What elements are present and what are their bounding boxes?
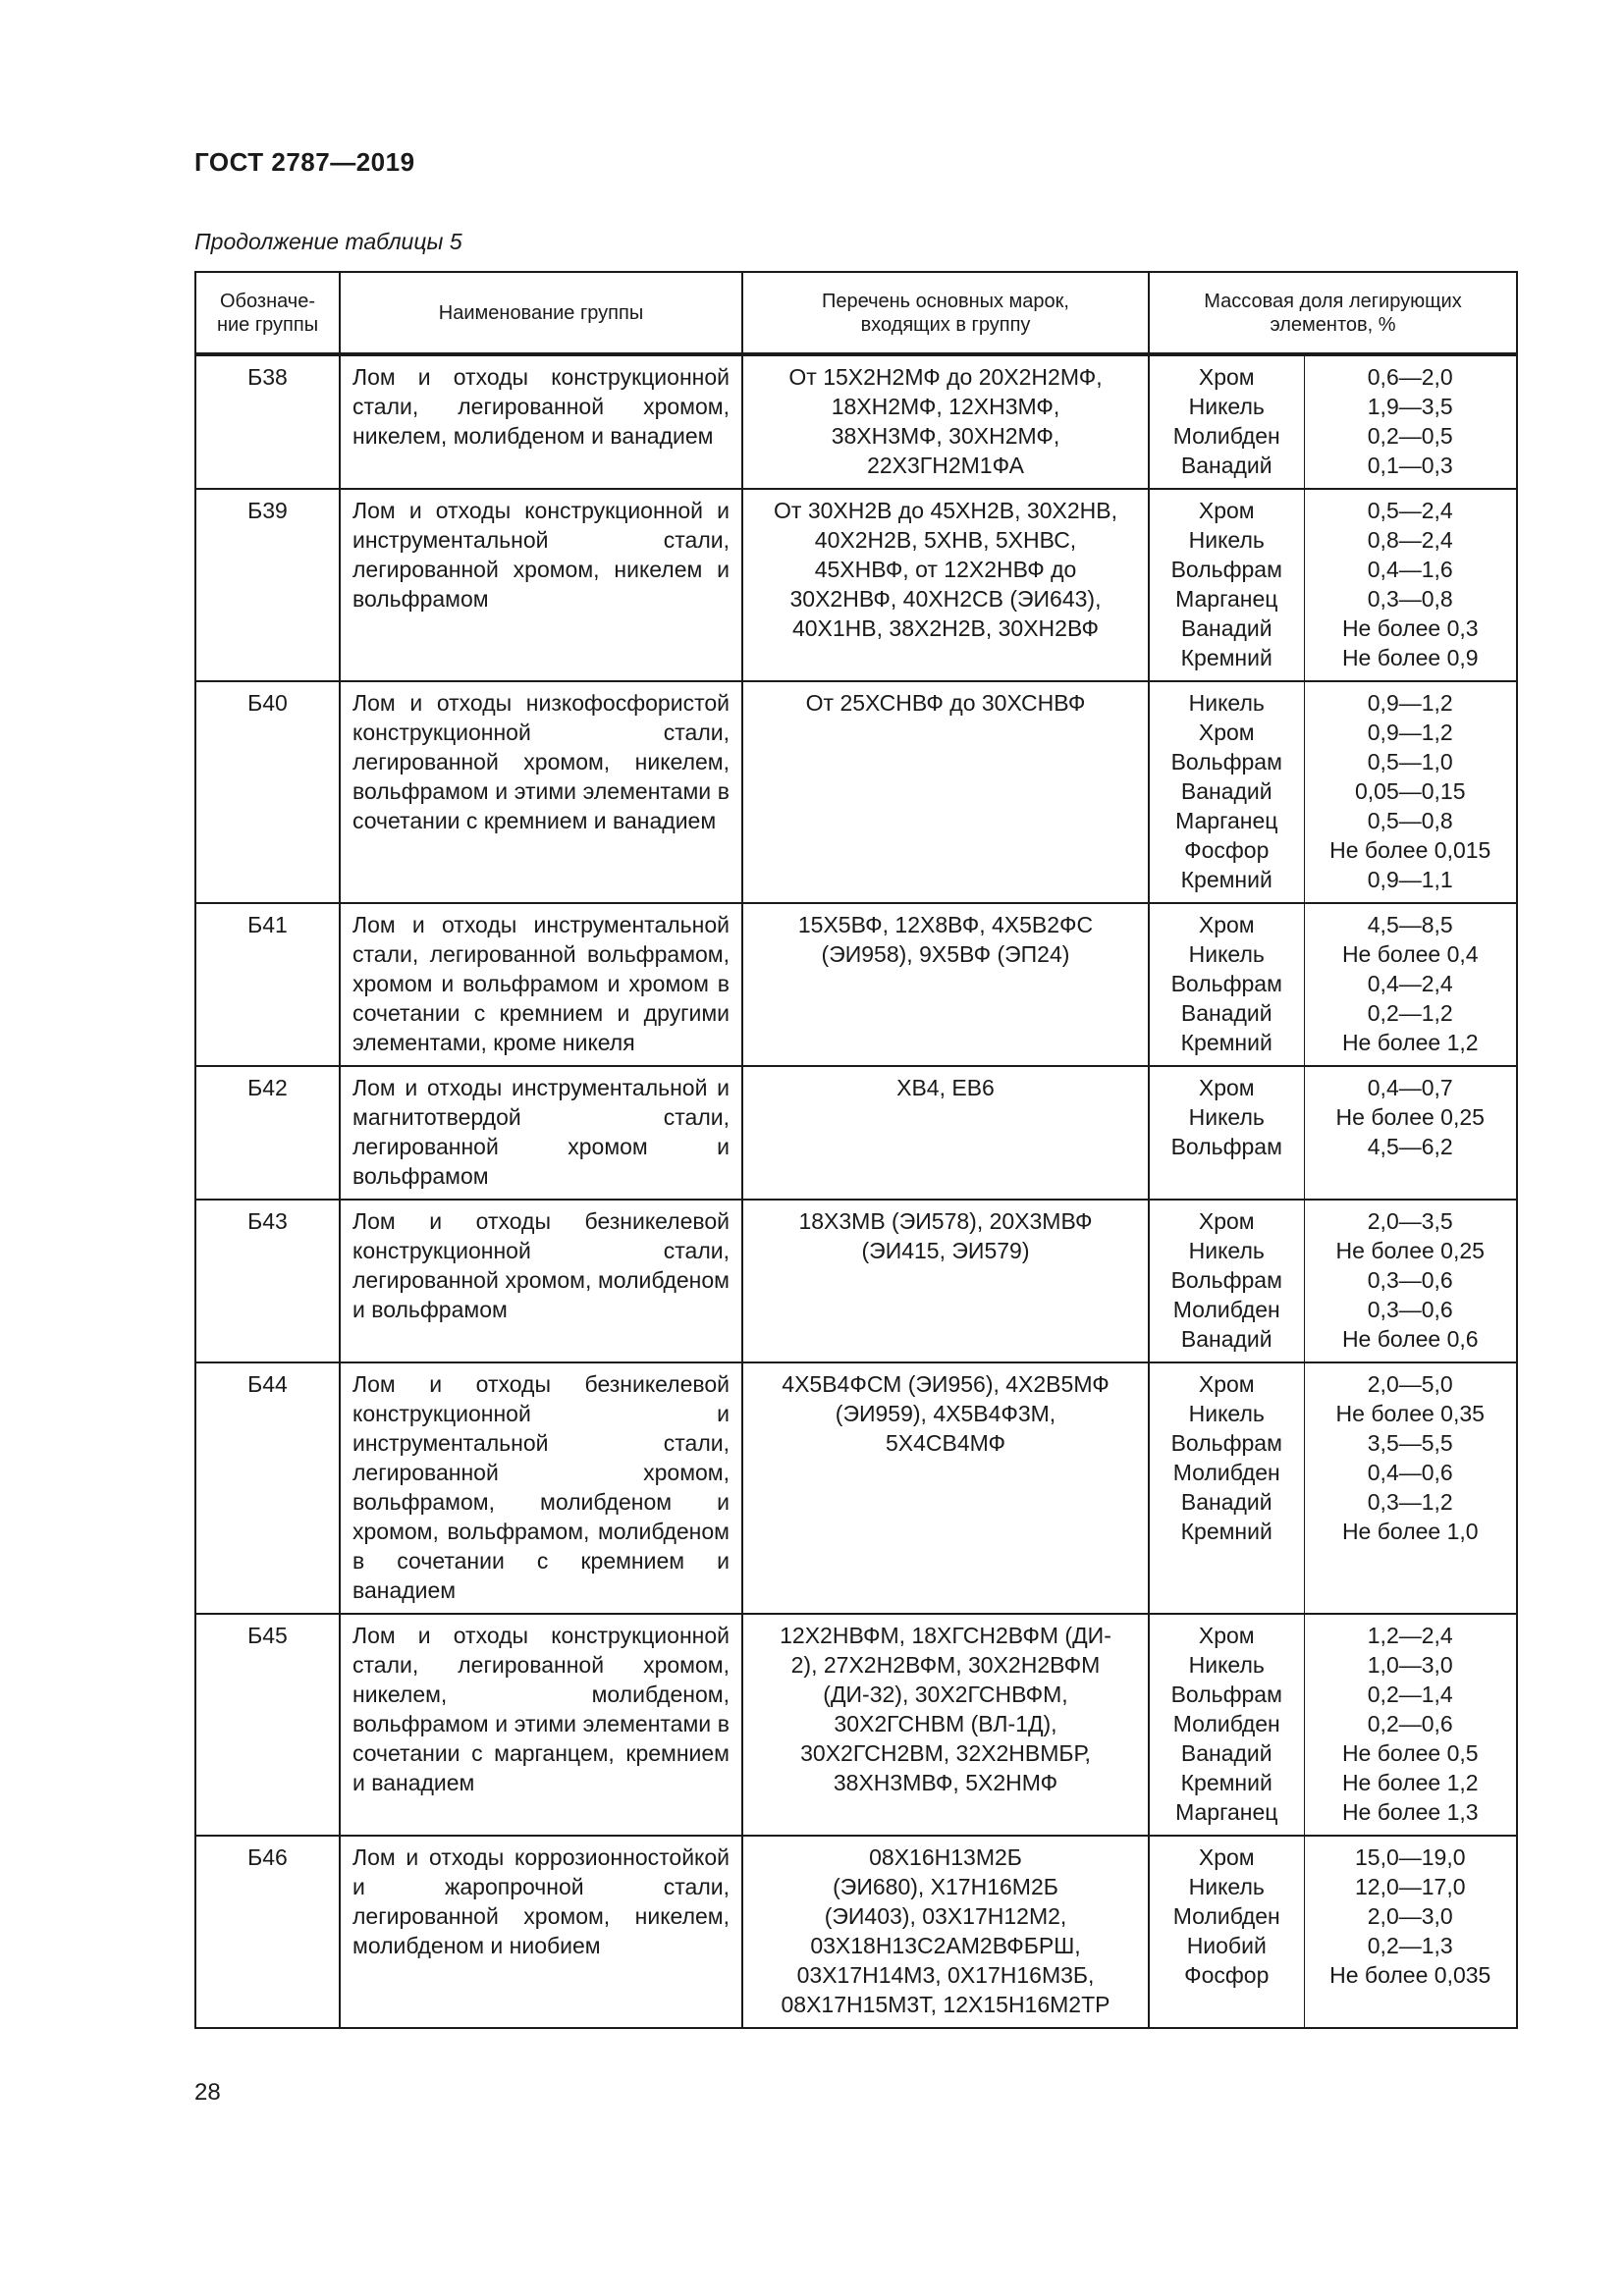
fraction-list-line: 12,0—17,0 — [1354, 1874, 1466, 1899]
fraction-list-line: 1,0—3,0 — [1367, 1652, 1453, 1678]
group-name: Лом и отходы конструкционной стали, легированной хромом, никелем, молибденом, вольфрамом и этими элементами в сочетании с марганцем, кремнием и ванадием — [340, 1614, 742, 1836]
element-list-line: Хром — [1198, 498, 1255, 523]
group-name: Лом и отходы конструкционной стали, легированной хромом, никелем, молибденом и ванадием — [340, 354, 742, 489]
fraction-list-line: 0,4—1,6 — [1367, 557, 1453, 582]
group-code: Б38 — [195, 354, 340, 489]
group-name: Лом и отходы конструкционной и инструментальной стали, легированной хромом, никелем и вольфрамом — [340, 489, 742, 681]
element-list-line: Марганец — [1175, 586, 1278, 612]
fraction-list-line: 0,9—1,1 — [1367, 867, 1453, 892]
fraction-list-line: 0,5—1,0 — [1367, 749, 1453, 774]
element-list-line: Молибден — [1172, 1297, 1280, 1322]
fraction-list-line: 0,2—1,4 — [1367, 1682, 1453, 1707]
grade-list — [742, 1362, 1149, 1614]
table-row — [195, 681, 1517, 903]
element-list-line: Ниобий — [1186, 1933, 1267, 1958]
element-list-line: Ванадий — [1180, 1489, 1272, 1515]
grade-list — [742, 1836, 1149, 2028]
element-list-line: Никель — [1188, 1401, 1265, 1426]
element-list-line: Фосфор — [1184, 1962, 1270, 1988]
fraction-list-line: 0,9—1,2 — [1367, 720, 1453, 745]
fraction-list-line: Не более 0,5 — [1341, 1740, 1479, 1766]
grade-list-line: 40Х2Н2В, 5ХНВ, 5ХНВС, — [814, 527, 1077, 553]
fraction-list — [1304, 1614, 1517, 1836]
grade-list-line: 38ХН3МФ, 30ХН2МФ, — [831, 423, 1060, 449]
fraction-list-line: 0,2—0,6 — [1367, 1711, 1453, 1736]
grade-list-line: 40Х1НВ, 38Х2Н2В, 30ХН2ВФ — [791, 615, 1100, 641]
group-code: Б41 — [195, 903, 340, 1066]
document-header: ГОСТ 2787—2019 — [194, 147, 415, 177]
element-list-line: Кремний — [1180, 1030, 1272, 1055]
element-list-line: Ванадий — [1180, 1326, 1272, 1352]
element-list-line: Кремний — [1180, 645, 1272, 670]
fraction-list-line: 0,4—0,7 — [1367, 1075, 1453, 1100]
element-list-line: Молибден — [1172, 1711, 1280, 1736]
fraction-list — [1304, 1200, 1517, 1362]
grade-list-line: 08Х16Н13М2Б — [869, 1844, 1022, 1870]
fraction-list-line: Не более 0,25 — [1335, 1238, 1485, 1263]
fraction-list-line: 0,9—1,2 — [1367, 690, 1453, 716]
fraction-list — [1304, 354, 1517, 489]
group-name: Лом и отходы инструментальной стали, легированной вольфрамом, хромом и вольфрамом и хромом в сочетании с кремнием и другими элементами, кроме никеля — [340, 903, 742, 1066]
fraction-list — [1304, 1362, 1517, 1614]
element-list-line: Никель — [1188, 690, 1265, 716]
element-list-line: Хром — [1198, 720, 1255, 745]
element-list — [1149, 1836, 1304, 2028]
fraction-list-line: 4,5—6,2 — [1367, 1134, 1453, 1159]
element-list-line: Хром — [1198, 1371, 1255, 1397]
fraction-list — [1304, 681, 1517, 903]
grade-list-line: 30Х2НВФ, 40ХН2СВ (ЭИ643), — [789, 586, 1102, 612]
fraction-list-line: 2,0—3,5 — [1367, 1208, 1453, 1234]
grade-list-line: 15Х5ВФ, 12Х8ВФ, 4Х5В2ФС — [797, 912, 1094, 937]
grade-list-line: (ЭИ958), 9Х5ВФ (ЭП24) — [821, 941, 1070, 967]
grade-list-line: 08Х17Н15М3Т, 12Х15Н16М2ТР — [781, 1992, 1110, 2017]
element-list-line: Ванадий — [1180, 1000, 1272, 1026]
grade-list-line: От 30ХН2В до 45ХН2В, 30Х2НВ, — [774, 498, 1117, 523]
fraction-list-line: Не более 0,3 — [1341, 615, 1479, 641]
element-list-line: Хром — [1198, 1075, 1255, 1100]
grade-list-line: (ДИ-32), 30Х2ГСНВФМ, — [823, 1682, 1068, 1707]
table-row — [195, 1066, 1517, 1200]
element-list — [1149, 903, 1304, 1066]
element-list-line: Ванадий — [1180, 1740, 1272, 1766]
fraction-list-line: 0,3—0,6 — [1367, 1297, 1453, 1322]
fraction-list-line: 0,8—2,4 — [1367, 527, 1453, 553]
fraction-list-line: Не более 1,2 — [1341, 1770, 1479, 1795]
element-list-line: Никель — [1188, 1104, 1265, 1130]
fraction-list-line: 0,2—0,5 — [1367, 423, 1453, 449]
fraction-list-line: Не более 0,25 — [1335, 1104, 1485, 1130]
fraction-list-line: Не более 0,4 — [1341, 941, 1479, 967]
grade-list — [742, 354, 1149, 489]
table-row — [195, 903, 1517, 1066]
header-name: Наименование группы — [340, 272, 742, 354]
fraction-list — [1304, 903, 1517, 1066]
fraction-list-line: 0,1—0,3 — [1367, 453, 1453, 478]
grade-list-line: (ЭИ415, ЭИ579) — [861, 1238, 1030, 1263]
group-code: Б46 — [195, 1836, 340, 2028]
element-list — [1149, 681, 1304, 903]
group-name: Лом и отходы инструментальной и магнитотвердой стали, легированной хромом и вольфрамом — [340, 1066, 742, 1200]
group-code: Б45 — [195, 1614, 340, 1836]
element-list-line: Ванадий — [1180, 778, 1272, 804]
table-row — [195, 489, 1517, 681]
fraction-list-line: Не более 0,35 — [1335, 1401, 1485, 1426]
fraction-list — [1304, 1066, 1517, 1200]
group-name: Лом и отходы безникелевой конструкционной и инструментальной стали, легированной хромом, вольфрамом, молибденом и хромом, вольфрамом, молибденом в сочетании с кремнием и ванадием — [340, 1362, 742, 1614]
grade-list-line: (ЭИ959), 4Х5В4Ф3М, — [835, 1401, 1056, 1426]
fraction-list — [1304, 1836, 1517, 2028]
element-list-line: Ванадий — [1180, 453, 1272, 478]
element-list-line: Никель — [1188, 394, 1265, 419]
table-body — [195, 354, 1517, 2028]
grade-list-line: (ЭИ403), 03Х17Н12М2, — [824, 1903, 1067, 1929]
element-list-line: Марганец — [1175, 1799, 1278, 1825]
grade-list-line: 2), 27Х2Н2ВФМ, 30Х2Н2ВФМ — [790, 1652, 1101, 1678]
element-list-line: Кремний — [1180, 1519, 1272, 1544]
grade-list — [742, 1614, 1149, 1836]
element-list-line: Вольфрам — [1170, 1430, 1282, 1456]
element-list-line: Хром — [1198, 1208, 1255, 1234]
table-row — [195, 1200, 1517, 1362]
fraction-list-line: Не более 0,035 — [1329, 1962, 1491, 1988]
fraction-list-line: 1,9—3,5 — [1367, 394, 1453, 419]
element-list-line: Никель — [1188, 1874, 1265, 1899]
element-list-line: Вольфрам — [1170, 749, 1282, 774]
group-code: Б43 — [195, 1200, 340, 1362]
group-name: Лом и отходы коррозионностойкой и жаропрочной стали, легированной хромом, никелем, молибденом и ниобием — [340, 1836, 742, 2028]
fraction-list-line: 0,05—0,15 — [1354, 778, 1466, 804]
grade-list-line: ХВ4, ЕВ6 — [896, 1075, 995, 1100]
fraction-list-line: 0,3—0,8 — [1367, 586, 1453, 612]
group-code: Б44 — [195, 1362, 340, 1614]
fraction-list-line: 1,2—2,4 — [1367, 1623, 1453, 1648]
grade-list-line: От 25ХСНВФ до 30ХСНВФ — [805, 690, 1086, 716]
element-list-line: Вольфрам — [1170, 971, 1282, 996]
table-row — [195, 1836, 1517, 2028]
fraction-list-line: 3,5—5,5 — [1367, 1430, 1453, 1456]
fraction-list-line: 0,4—0,6 — [1367, 1460, 1453, 1485]
group-code: Б39 — [195, 489, 340, 681]
header-mass-fraction: Массовая доля легирующих элементов, % — [1149, 272, 1517, 354]
fraction-list-line: 0,4—2,4 — [1367, 971, 1453, 996]
group-code: Б40 — [195, 681, 340, 903]
element-list-line: Кремний — [1180, 867, 1272, 892]
grade-list — [742, 1200, 1149, 1362]
grade-list-line: 5Х4СВ4МФ — [885, 1430, 1006, 1456]
group-code: Б42 — [195, 1066, 340, 1200]
element-list — [1149, 1614, 1304, 1836]
element-list-line: Хром — [1198, 912, 1255, 937]
fraction-list-line: 2,0—3,0 — [1367, 1903, 1453, 1929]
fraction-list-line: 0,3—0,6 — [1367, 1267, 1453, 1293]
grade-list-line: 45ХНВФ, от 12Х2НВФ до — [814, 557, 1077, 582]
element-list-line: Вольфрам — [1170, 1267, 1282, 1293]
element-list-line: Молибден — [1172, 1903, 1280, 1929]
header-grades: Перечень основных марок, входящих в группу — [742, 272, 1149, 354]
element-list — [1149, 489, 1304, 681]
element-list-line: Молибден — [1172, 423, 1280, 449]
page-number: 28 — [194, 2079, 221, 2106]
grade-list — [742, 903, 1149, 1066]
grade-list — [742, 489, 1149, 681]
element-list-line: Молибден — [1172, 1460, 1280, 1485]
element-list-line: Вольфрам — [1170, 1134, 1282, 1159]
fraction-list-line: Не более 1,3 — [1341, 1799, 1479, 1825]
header-code: Обозначе- ние группы — [195, 272, 340, 354]
grade-list-line: 30Х2ГСНВМ (ВЛ-1Д), — [834, 1711, 1057, 1736]
table-row — [195, 354, 1517, 489]
element-list-line: Вольфрам — [1170, 557, 1282, 582]
fraction-list-line: 2,0—5,0 — [1367, 1371, 1453, 1397]
element-list — [1149, 1066, 1304, 1200]
fraction-list-line: 15,0—19,0 — [1354, 1844, 1466, 1870]
grade-list-line: 22Х3ГН2М1ФА — [867, 453, 1024, 478]
table-caption: Продолжение таблицы 5 — [194, 229, 462, 254]
element-list-line: Никель — [1188, 1652, 1265, 1678]
element-list-line: Хром — [1198, 364, 1255, 390]
element-list-line: Хром — [1198, 1844, 1255, 1870]
table-row — [195, 1362, 1517, 1614]
grade-list-line: 03Х18Н13С2АМ2ВФБРШ, — [810, 1933, 1081, 1958]
grades-table — [194, 271, 1518, 2029]
grade-list-line: 18ХН2МФ, 12ХН3МФ, — [831, 394, 1060, 419]
grade-list-line: 03Х17Н14М3, 0Х17Н16М3Б, — [796, 1962, 1095, 1988]
group-name: Лом и отходы низкофосфористой конструкционной стали, легированной хромом, никелем, вольфрамом и этими элементами в сочетании с кремнием и ванадием — [340, 681, 742, 903]
element-list — [1149, 354, 1304, 489]
fraction-list-line: 0,6—2,0 — [1367, 364, 1453, 390]
element-list — [1149, 1362, 1304, 1614]
fraction-list-line: Не более 0,6 — [1341, 1326, 1479, 1352]
fraction-list — [1304, 489, 1517, 681]
fraction-list-line: 0,2—1,2 — [1367, 1000, 1453, 1026]
fraction-list-line: Не более 1,0 — [1341, 1519, 1479, 1544]
element-list-line: Никель — [1188, 527, 1265, 553]
grade-list-line: 30Х2ГСН2ВМ, 32Х2НВМБР, — [800, 1740, 1091, 1766]
grade-list-line: От 15Х2Н2МФ до 20Х2Н2МФ, — [788, 364, 1103, 390]
element-list — [1149, 1200, 1304, 1362]
grade-list — [742, 1066, 1149, 1200]
element-list-line: Вольфрам — [1170, 1682, 1282, 1707]
grade-list-line: 4Х5В4ФСМ (ЭИ956), 4Х2В5МФ — [782, 1371, 1110, 1397]
fraction-list-line: 0,5—2,4 — [1367, 498, 1453, 523]
table-row — [195, 1614, 1517, 1836]
fraction-list-line: 0,3—1,2 — [1367, 1489, 1453, 1515]
table-header-row — [195, 272, 1517, 354]
grade-list — [742, 681, 1149, 903]
fraction-list-line: Не более 0,9 — [1341, 645, 1479, 670]
element-list-line: Никель — [1188, 941, 1265, 967]
grade-list-line: 12Х2НВФМ, 18ХГСН2ВФМ (ДИ- — [780, 1623, 1111, 1648]
element-list-line: Фосфор — [1184, 837, 1270, 863]
fraction-list-line: 0,2—1,3 — [1367, 1933, 1453, 1958]
fraction-list-line: Не более 1,2 — [1341, 1030, 1479, 1055]
grade-list-line: 38ХН3МВФ, 5Х2НМФ — [833, 1770, 1058, 1795]
element-list-line: Хром — [1198, 1623, 1255, 1648]
element-list-line: Ванадий — [1180, 615, 1272, 641]
fraction-list-line: Не более 0,015 — [1329, 837, 1491, 863]
element-list-line: Кремний — [1180, 1770, 1272, 1795]
element-list-line: Никель — [1188, 1238, 1265, 1263]
fraction-list-line: 0,5—0,8 — [1367, 808, 1453, 833]
grade-list-line: 18Х3МВ (ЭИ578), 20Х3МВФ — [798, 1208, 1093, 1234]
group-name: Лом и отходы безникелевой конструкционной стали, легированной хромом, молибденом и вольфрамом — [340, 1200, 742, 1362]
grade-list-line: (ЭИ680), Х17Н16М2Б — [833, 1874, 1058, 1899]
fraction-list-line: 4,5—8,5 — [1367, 912, 1453, 937]
element-list-line: Марганец — [1175, 808, 1278, 833]
